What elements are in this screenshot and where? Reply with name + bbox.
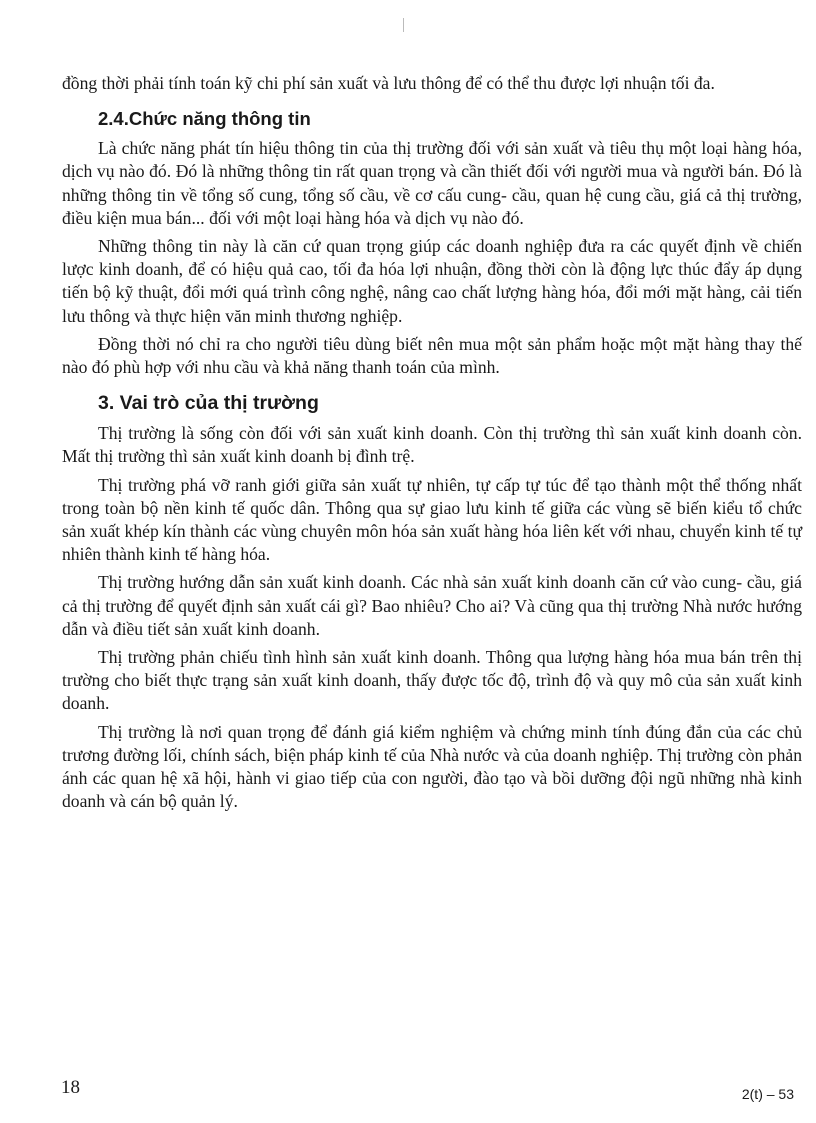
section-heading-3: 3. Vai trò của thị trường	[98, 392, 319, 415]
paragraph-market-guides-production: Thị trường hướng dẫn sản xuất kinh doanh. Các nhà sản xuất kinh doanh căn cứ vào cung- cầu, giá cả thị trường để quyết định sản xuất cái gì? Bao nhiêu? Cho ai? Và cũng qua thị trường Nhà nước hướng dẫn và điều tiết sản xuất kinh doanh.	[62, 572, 802, 639]
page-body	[62, 72, 802, 813]
section-heading-2-4: 2.4.Chức năng thông tin	[98, 108, 311, 130]
paragraph-information-function: Là chức năng phát tín hiệu thông tin của thị trường đối với sản xuất và tiêu thụ một loại hàng hóa, dịch vụ nào đó. Đó là những thông tin rất quan trọng và cần thiết đối với người mua và người bán. Đó là những thông tin về tổng số cung, tổng số cầu, về cơ cấu cung- cầu, quan hệ cung cầu, giá cả thị trường, điều kiện mua bán... đối với một loại hàng hóa và dịch vụ nào đó.	[62, 138, 802, 228]
print-signature: 2(t) – 53	[741, 1086, 794, 1102]
paragraph-market-reflects-production: Thị trường phản chiếu tình hình sản xuất kinh doanh. Thông qua lượng hàng hóa mua bán trên thị trường cho biết thực trạng sản xuất kinh doanh, thấy được tốc độ, trình độ và quy mô của sản xuất kinh doanh.	[62, 647, 802, 714]
paragraph-continuation: đồng thời phải tính toán kỹ chi phí sản xuất và lưu thông để có thể thu được lợi nhuận tối đa.	[62, 73, 715, 93]
paragraph-market-survival: Thị trường là sống còn đối với sản xuất kinh doanh. Còn thị trường thì sản xuất kinh doanh còn. Mất thị trường thì sản xuất kinh doanh bị đình trệ.	[62, 423, 802, 467]
page-number: 18	[61, 1077, 80, 1098]
paragraph-consumer-guidance: Đồng thời nó chỉ ra cho người tiêu dùng biết nên mua một sản phẩm hoặc một mặt hàng thay thế nào đó phù hợp với nhu cầu và khả năng thanh toán của mình.	[62, 333, 802, 378]
scan-mark	[403, 18, 404, 32]
paragraph-market-evaluation: Thị trường là nơi quan trọng để đánh giá kiểm nghiệm và chứng minh tính đúng đắn của các chủ trương đường lối, chính sách, biện pháp kinh tế của Nhà nước và của doanh nghiệp. Thị trường còn phản ánh các quan hệ xã hội, hành vi giao tiếp của con người, đào tạo và bồi dưỡng đội ngũ những nhà kinh doanh và cán bộ quản lý.	[62, 721, 802, 812]
paragraph-market-boundaries: Thị trường phá vỡ ranh giới giữa sản xuất tự nhiên, tự cấp tự túc để tạo thành một thể thống nhất trong toàn bộ nền kinh tế quốc dân. Thông qua sự giao lưu kinh tế giữa các vùng sẽ biến kiểu tổ chức sản xuất khép kín thành các vùng chuyên môn hóa sản xuất hàng hóa liên kết với nhau, chuyển kinh tế tự nhiên thành kinh tế hàng hóa.	[62, 474, 802, 565]
paragraph-business-decisions: Những thông tin này là căn cứ quan trọng giúp các doanh nghiệp đưa ra các quyết định về chiến lược kinh doanh, để có hiệu quả cao, tối đa hóa lợi nhuận, đồng thời còn là động lực thúc đẩy áp dụng tiến bộ kỹ thuật, đổi mới quá trình công nghệ, nâng cao chất lượng hàng hóa, đổi mới mặt hàng, cải tiến lưu thông và thực hiện văn minh thương nghiệp.	[62, 236, 802, 326]
